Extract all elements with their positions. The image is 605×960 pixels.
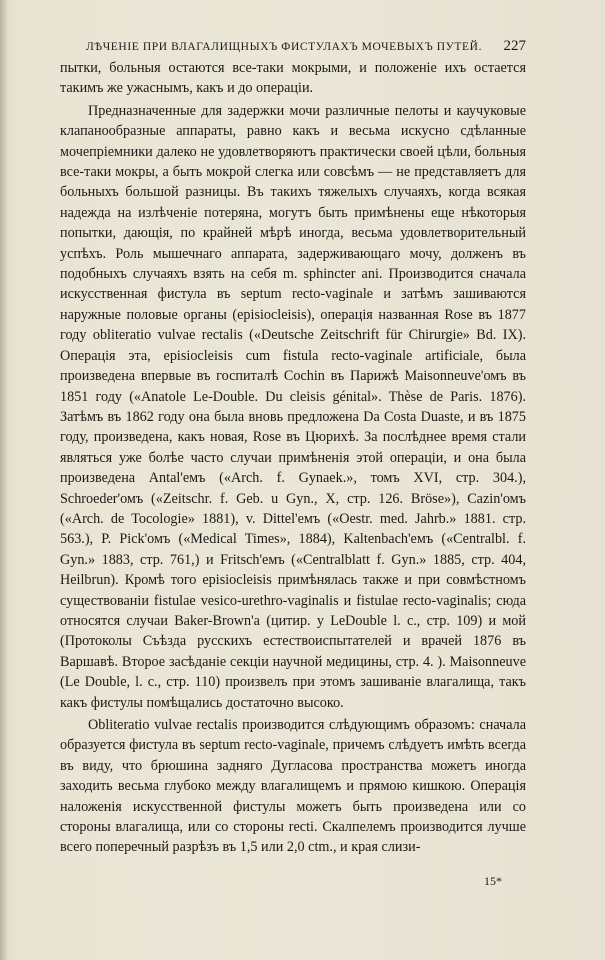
running-header	[86, 38, 526, 55]
running-title: ЛѢЧЕНІЕ ПРИ ВЛАГАЛИЩНЫХЪ ФИСТУЛАХЪ МОЧЕВЫХЪ ПУТЕЙ.	[86, 41, 483, 53]
paragraph-continued: пытки, больныя остаются все-таки мокрыми, и положеніе ихъ остается такимъ же ужаснымъ, какъ и до операціи.	[60, 60, 526, 97]
paragraph-procedure: Obliteratio vulvae rectalis производится слѣдующимъ образомъ: сначала образуется фистула въ septum recto-vaginale, причемъ слѣдуетъ имѣть всегда въ виду, что брюшина задняго Дугласова пространства можетъ иногда заходить весьма глубоко между влагалищемъ и прямою кишкою. Операція наложенія искусственной фистулы можетъ быть произведена или со стороны влагалища, или со стороны recti. Скалпелемъ производится лучше всего поперечный разрѣзъ въ 1,5 или 2,0 ctm., и края слизи-	[60, 717, 526, 856]
page-edge-shadow	[0, 0, 8, 960]
page-number: 227	[503, 38, 526, 54]
paragraph-main: Предназначенные для задержки мочи различные пелоты и каучуковые клапанообразные аппараты, равно какъ и весьма искусно сдѣланные мочепріемники далеко не удовлетворяютъ практически своей цѣли, больныя все-таки мокры, а быть мокрой слегка или совсѣмъ — не представляетъ для больныхъ большой разницы. Въ такихъ тяжелыхъ случаяхъ, когда всякая надежда на излѣченіе потеряна, могутъ быть примѣнены еще нѣкоторыя попытки, дающія, по крайней мѣрѣ иногда, весьма удовлетворительный успѣхъ. Роль мышечнаго аппарата, задерживающаго мочу, долженъ въ подобныхъ случаяхъ взять на себя m. sphincter ani. Производится сначала искусственная фистула въ septum recto-vaginale и затѣмъ зашиваются наружные половые органы (episiocleisis), операція названная Rose въ 1877 году obliteratio vulvae rectalis («Deutsche Zeitschrift für Chirurgie» Bd. IX). Операція эта, episiocleisis cum fistula recto-vaginale artificiale, была произведена впервые въ госпиталѣ Cochin въ Парижѣ Maisonneuve'омъ въ 1851 году («Anatole Le-Double. Du cleisis génital». Thèse de Paris. 1876). Затѣмъ въ 1862 году она была вновь предложена Da Costa Duaste, и въ 1875 году, произведена, какъ новая, Rose въ Цюрихѣ. За послѣднее время стали являться уже болѣе часто случаи примѣненія этой операціи, и она была произведена Antal'емъ («Arch. f. Gynaek.», томъ XVI, стр. 304.), Schroeder'омъ («Zeitschr. f. Geb. u Gyn., X, стр. 126. Bröse»), Cazin'омъ («Arch. de Tocologie» 1881), v. Dittel'емъ («Oestr. med. Jahrb.» 1881. стр. 563.), P. Pick'омъ («Medical Times», 1884), Kaltenbach'емъ («Centralbl. f. Gyn.» 1883, стр. 761,) и Fritsch'емъ («Centralblatt f. Gyn.» 1885, стр. 404, Heilbrun). Кромѣ того episiocleisis примѣнялась также и при совмѣстномъ существованіи fistulae vesico-urethro-vaginalis и fistulae recto-vaginalis; сюда относятся случаи Baker-Brown'а (цитир. у LeDouble l. c., стр. 109) и мой (Протоколы Съѣзда русскихъ естествоиспытателей и врачей 1876 въ Варшавѣ. Второе засѣданіе секціи научной медицины, стр. 4. ). Maisonneuve (Le Double, l. c., стр. 110) произвелъ при этомъ зашиваніе влагалища, такъ какъ фистулы помѣщались достаточно высоко.	[60, 102, 526, 711]
body-text	[60, 58, 526, 858]
signature-mark: 15*	[484, 874, 502, 888]
